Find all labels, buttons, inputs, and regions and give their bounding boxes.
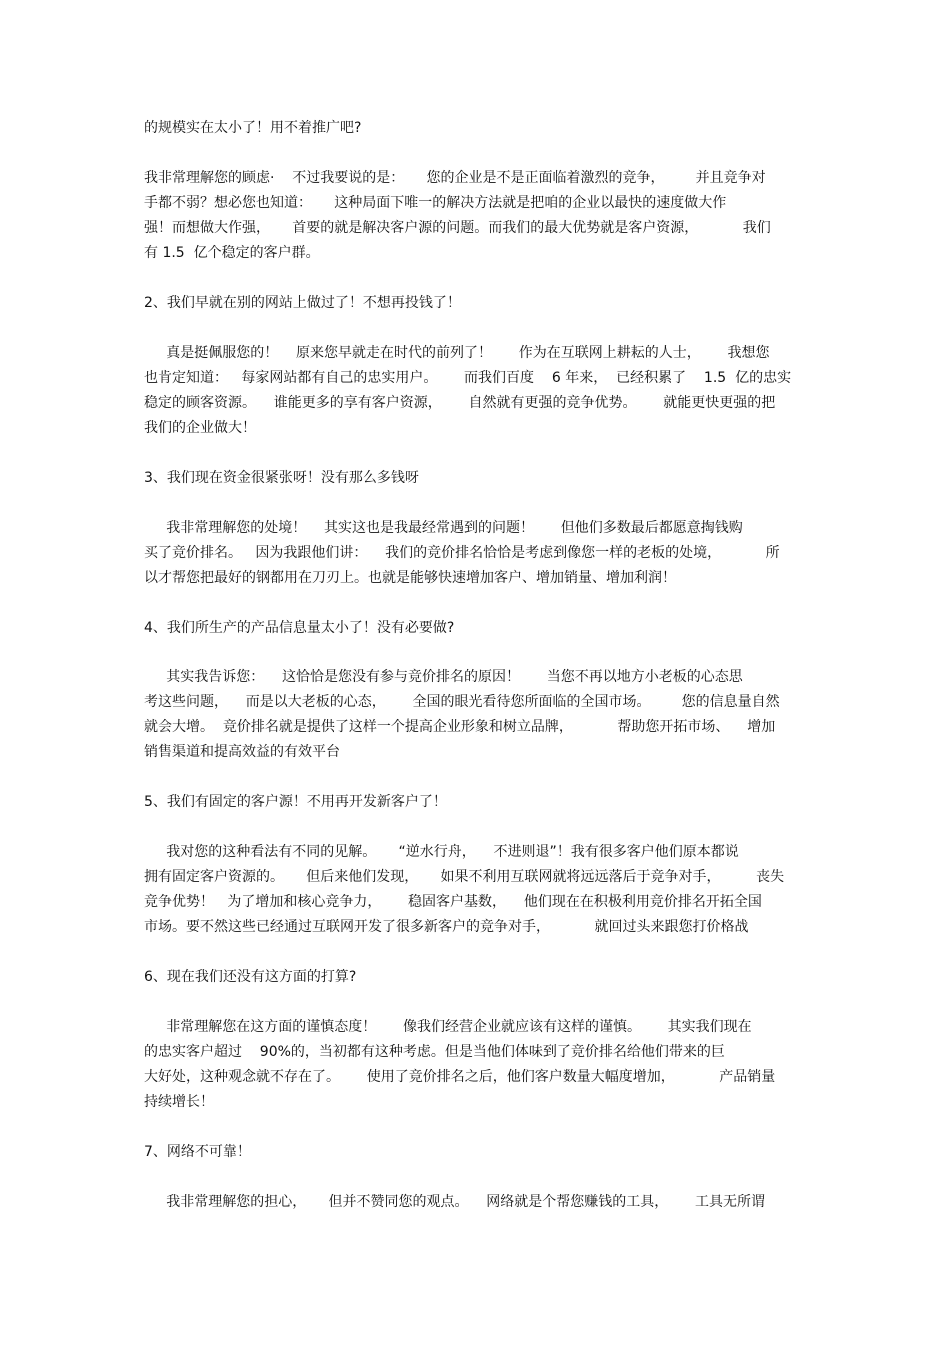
- paragraph-line: 稳定的顾客资源。 谁能更多的享有客户资源， 自然就有更强的竞争优势。 就能更快更强的把: [144, 395, 776, 411]
- section-heading: 2、我们早就在别的网站上做过了！不想再投钱了！: [144, 295, 461, 311]
- paragraph-line: 手都不弱？想必您也知道： 这种局面下唯一的解决方法就是把咱的企业以最快的速度做大作: [144, 195, 727, 211]
- paragraph-line: 持续增长！: [144, 1094, 214, 1110]
- paragraph-line: 我们的企业做大！: [144, 420, 256, 436]
- paragraph-line: 以才帮您把最好的钢都用在刀刃上。也就是能够快速增加客户、增加销量、增加利润！: [144, 570, 676, 586]
- section-heading: 3、我们现在资金很紧张呀！没有那么多钱呀: [144, 470, 419, 486]
- paragraph-line: 拥有固定客户资源的。 但后来他们发现， 如果不利用互联网就将远远落后于竞争对手， 丧失: [144, 869, 785, 885]
- paragraph-line: 大好处，这种观念就不存在了。 使用了竞价排名之后，他们客户数量大幅度增加， 产品销量: [144, 1069, 776, 1085]
- paragraph-line: 市场。要不然这些已经通过互联网开发了很多新客户的竞争对手， 就回过头来跟您打价格战: [144, 919, 749, 935]
- paragraph-line: 也肯定知道： 每家网站都有自己的忠实用户。 而我们百度 6 年来， 已经积累了 1.5 亿的忠实: [144, 370, 792, 386]
- paragraph-line: 考这些问题， 而是以大老板的心态， 全国的眼光看待您所面临的全国市场。 您的信息量自然: [144, 694, 780, 710]
- paragraph-line: 我非常理解您的处境！ 其实这也是我最经常遇到的问题！ 但他们多数最后都愿意掏钱购: [144, 520, 743, 536]
- paragraph-line: 强！而想做大作强， 首要的就是解决客户源的问题。而我们的最大优势就是客户资源， 我们: [144, 220, 771, 236]
- section-heading: 6、现在我们还没有这方面的打算?: [144, 969, 357, 985]
- paragraph-line: 买了竞价排名。 因为我跟他们讲： 我们的竞价排名恰恰是考虑到像您一样的老板的处境， 所: [144, 545, 780, 561]
- section-heading: 4、我们所生产的产品信息量太小了！没有必要做?: [144, 620, 455, 636]
- section-heading: 7、网络不可靠！: [144, 1144, 251, 1160]
- paragraph-line: 我对您的这种看法有不同的见解。 “逆水行舟， 不进则退”！我有很多客户他们原本都说: [144, 844, 739, 860]
- paragraph-line: 的忠实客户超过 90%的，当初都有这种考虑。但是当他们体味到了竞价排名给他们带来的巨: [144, 1044, 725, 1060]
- paragraph-line: 的规模实在太小了！用不着推广吧?: [144, 120, 362, 136]
- paragraph-line: 销售渠道和提高效益的有效平台: [144, 744, 340, 760]
- paragraph-line: 我非常理解您的顾虑· 不过我要说的是： 您的企业是不是正面临着激烈的竞争， 并且竞争对: [144, 170, 766, 186]
- paragraph-line: 竞争优势！ 为了增加和核心竞争力， 稳固客户基数， 他们现在在积极利用竞价排名开拓全国: [144, 894, 762, 910]
- paragraph-line: 有 1.5 亿个稳定的客户群。: [144, 245, 320, 261]
- paragraph-line: 其实我告诉您： 这恰恰是您没有参与竞价排名的原因！ 当您不再以地方小老板的心态思: [144, 669, 743, 685]
- paragraph-line: 我非常理解您的担心， 但并不赞同您的观点。 网络就是个帮您赚钱的工具， 工具无所谓: [144, 1194, 766, 1210]
- section-heading: 5、我们有固定的客户源！不用再开发新客户了！: [144, 794, 447, 810]
- paragraph-line: 真是挺佩服您的！ 原来您早就走在时代的前列了！ 作为在互联网上耕耘的人士， 我想您: [144, 345, 770, 361]
- paragraph-line: 就会大增。 竞价排名就是提供了这样一个提高企业形象和树立品牌， 帮助您开拓市场、 增加: [144, 719, 776, 735]
- paragraph-line: 非常理解您在这方面的谨慎态度！ 像我们经营企业就应该有这样的谨慎。 其实我们现在: [144, 1019, 752, 1035]
